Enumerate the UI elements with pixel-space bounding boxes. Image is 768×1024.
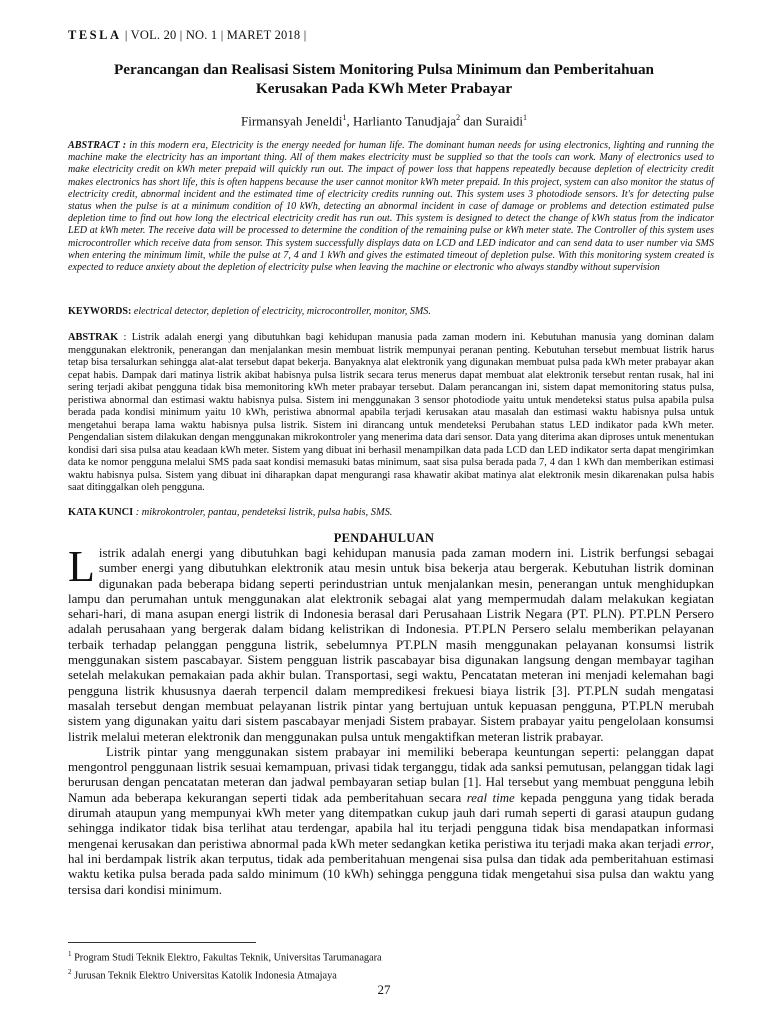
body-paragraph-1 bbox=[68, 542, 714, 745]
footnote-2-text: Jurusan Teknik Elektro Universitas Katolik Indonesia Atmajaya bbox=[71, 970, 337, 982]
author-1-affil: 1 bbox=[342, 113, 347, 122]
footnote-2-marker: 2 bbox=[68, 968, 72, 977]
drop-cap: L bbox=[68, 542, 95, 591]
keywords-indonesian-text: : mikrokontroler, pantau, pendeteksi listrik, pulsa habis, SMS. bbox=[133, 507, 393, 518]
abstract-indonesian-label: ABSTRAK bbox=[68, 332, 119, 343]
keywords-english bbox=[68, 306, 714, 318]
abstract-english bbox=[68, 140, 714, 274]
footnotes bbox=[68, 947, 382, 984]
body-text bbox=[68, 542, 714, 898]
abstract-english-label: ABSTRACT : bbox=[68, 140, 127, 151]
paper-title bbox=[60, 60, 708, 98]
abstract-indonesian-text: : Listrik adalah energi yang dibutuhkan bagi kehidupan manusia pada zaman modern ini. Kebutuhan manusia yang dominan dalam menggunakan elektronik, penerangan dan menjalankan mesin membuat listrik mempunyai peranan penting. Kebutuhan tersebut membuat listrik harus tetap bisa tersalurkan sehingga alat-alat tersebut dapat bekerja. Banyaknya alat elektronik yang digunakan membuat pulsa pada kWh meter prabayar akan cepat habis. Dampak dari matinya listrik akibat habisnya pulsa listrik secara terus menerus dapat membuat alat elektronik tersebut rentan rusak, hal ini sering terjadi akibat pengguna tidak bisa memonitoring kWh meter prabayar tersebut. Dalam perancangan ini, sistem dapat memonitoring status pulsa, peristiwa abnormal dan estimasi waktu habisnya pulsa. Sistem ini menggunakan 3 sensor photodiode yaitu untuk mendeteksi status pulsa apabila pulsa berada pada kondisi minimum yaitu 10 kWh, peristiwa abnormal apabila terjadi kerusakan atau masalah dan estimasi waktu habisnya pulsa untuk mengetahui berapa lama waktu habisnya pulsa listrik. Sistem ini dirancang untuk mendeteksi Perubahan status LED indikator pada kWh meter. Pengendalian sistem dilakukan dengan menggunakan mikrokontroler yang menerima data dari sensor. Data yang diterima akan diproses untuk menentukan kondisi dari sisa pulsa atau keadaan kWh meter. Sistem yang dibuat ini berhasil menampilkan data pada LCD dan LED indikator serta dapat mengirimkan data ke nomor pengguna melalui SMS pada saat kondisi memasuki batas minimum, saat sisa pulsa berada pada 7, 4 dan 1 kWh dan memberikan estimasi waktu habisnya pulsa. Sistem yang dibuat ini diharapkan dapat mengurangi rasa khawatir akibat matinya alat elektronik mesin dikarenakan pulsa habis saat ditinggalkan oleh pengguna. bbox=[68, 332, 714, 493]
author-2: , Harlianto Tanudjaja bbox=[346, 113, 457, 129]
section-heading: PENDAHULUAN bbox=[333, 531, 435, 545]
body-paragraph-2 bbox=[68, 745, 714, 898]
author-list bbox=[60, 113, 708, 129]
footnote-1-marker: 1 bbox=[68, 950, 72, 958]
body-italic-term-error: error bbox=[684, 836, 711, 851]
footnote-divider bbox=[68, 942, 256, 943]
body-paragraph-2-part-b: kepada pengguna yang tidak berada dirumah ataupun yang mempunyai kWh meter yang ditempatkan cukup jauh dari rumah seperti di garasi ataupun gudang sehingga indikator tidak bisa terlihat atau terdengar, apabila hal itu terjadi pengguna tidak bisa mendapatkan informasi mengenai kerusakan dan peristiwa abnormal pada kWh meter sedangkan ketika peristiwa itu terjadi maka akan terjadi bbox=[68, 790, 714, 851]
author-2-affil: 2 bbox=[456, 113, 461, 122]
abstract-english-text: in this modern era, Electricity is the energy needed for human life. The dominant human needs for using electronics, lighting and running the machine make the electricity has an important thing. All of them makes electricity must be supplied so that the tools can work. Many of electronics used to make electricity credit on kWh meter prepaid will quickly run out. The impact of power loss that happens repeatedly because depletion of electricity credit makes electronics has short life, this is often happens because the user cannot monitor kWh meter prepaid. In this project, system can also monitor the status of electricity credit, abnormal incident and the estimated time of electricity credits running out. This system uses 3 photodiode sensors. It's for detecting pulse status when the pulse is at a minimum condition of 10 kWh, detecting an abnormal incident in case of damage or problems and detection estimated pulse depletion time to find out how long the electrical electricity credit has run out. This system is designed to detect the change of kWh status from the indicator LED at kWh meter. The receive data will be processed to determine the condition of the remaining pulse or kWh meter state. The Controller of this system uses microcontroller which receive data from sensor. This system successfully displays data on LCD and LED indicator and can send data to user number via SMS when entering the minimum limit, while the pulse at 7, 4 and 1 kWh and gives the estimated timeout of depletion pulse. With this monitoring system created is expected to reduce anxiety about the depletion of electricity pulse when leaving the machine or electronic who always standby without supervision bbox=[68, 140, 714, 274]
author-3-affil: 1 bbox=[522, 113, 527, 122]
footnote-1 bbox=[68, 947, 382, 965]
page-number: 27 bbox=[377, 982, 391, 997]
keywords-indonesian bbox=[68, 507, 714, 520]
body-paragraph-2-part-a: Listrik pintar yang menggunakan sistem prabayar ini memiliki beberapa keuntungan seperti: pelanggan dapat mengontrol penggunaan listrik sesuai kemampuan, privasi tidak terganggu, tidak ada sanksi pemutusan, pelanggan tidak lagi berurusan dengan pencatatan meteran dan jadwal pembayaran setiap bulan [1]. Hal tersebut yang membuat pengguna lebih Namun ada beberapa kekurangan seperti tidak ada pemberitahuan secara bbox=[68, 744, 714, 805]
keywords-english-text: electrical detector, depletion of electricity, microcontroller, monitor, SMS. bbox=[131, 306, 431, 317]
journal-header bbox=[68, 28, 306, 43]
body-paragraph-2-part-c: , hal ini berdampak listrik akan terputus, tidak ada pemberitahuan mengenai sisa pulsa dan tidak ada pemberitahuan estimasi waktu ketika pulsa berada pada saldo minimum (10 kWh) sehingga pengguna tidak mengetahui sisa pulsa dan waktu yang tersisa dari kondisi minimum. bbox=[68, 836, 714, 897]
footnote-1-text: Program Studi Teknik Elektro, Fakultas Teknik, Universitas Tarumanagara bbox=[71, 952, 382, 964]
paper-title-line-2: Kerusakan Pada KWh Meter Prabayar bbox=[255, 80, 513, 97]
keywords-indonesian-label: KATA KUNCI bbox=[68, 507, 134, 518]
paper-title-line-1: Perancangan dan Realisasi Sistem Monitoring Pulsa Minimum dan Pemberitahuan bbox=[113, 61, 655, 78]
author-3: dan Suraidi bbox=[460, 113, 523, 129]
author-1: Firmansyah Jeneldi bbox=[241, 113, 343, 129]
journal-issue-meta: | VOL. 20 | NO. 1 | MARET 2018 | bbox=[121, 28, 307, 42]
abstract-indonesian bbox=[68, 332, 714, 495]
body-italic-term-real-time: real time bbox=[466, 790, 515, 805]
journal-brand: TESLA bbox=[68, 28, 122, 42]
keywords-english-label: KEYWORDS: bbox=[68, 306, 132, 317]
body-paragraph-1-text: istrik adalah energi yang dibutuhkan bagi kehidupan manusia pada zaman modern ini. Listrik berfungsi sebagai sumber energi yang dibutuhkan elektronik atau mesin untuk bisa bekerja atau bergerak. Kebutuhan listrik dominan digunakan pada beberapa bidang seperti perindustrian untuk menjalankan mesin, penerangan untuk menghidupkan lampu dan perumahan untuk menggunakan alat elektronik sebagai alat yang mempermudah dalam melakukan kegiatan sehari-hari, di mana asupan energi listrik di Indonesia berasal dari Perusahaan Listrik Negara (PT. PLN). PT.PLN Persero adalah perusahaan yang bergerak dalam bidang kelistrikan di Indonesia. PT.PLN Persero selalu memberikan pelayanan terbaik terhadap pelanggan pengguna listrik, sebelumnya PT.PLN masih menggunakan pelayanan konsumsi listrik menggunakan sistem pascabayar. Sistem pengguan listrik pascabayar bisa digunakan langsung dengan membayar tagihan setelah melakukan pemakaian pada akhir bulan. Transportasi, segi waktu, Pencatatan meteran ini menjadi kelemahan bagi pengguna listrik khususnya daerah terpencil dalam mempredikesi frekuesi biaya listrik [3]. PT.PLN sudah mengatasi masalah tersebut dengan membuat pelayanan listrik pintar yang bertujuan untuk kepuasan pengguna, PT.PLN merubah sistem yang digunakan yaitu dari sistem pascabayar menjadi Sistem prabayar. Sistem prabayar yaitu pengelolaan konsumsi listrik melalui meteran elektronik dan menggunakan pulsa untuk mengaktifkan meteran listrik prabayar. bbox=[68, 546, 714, 744]
